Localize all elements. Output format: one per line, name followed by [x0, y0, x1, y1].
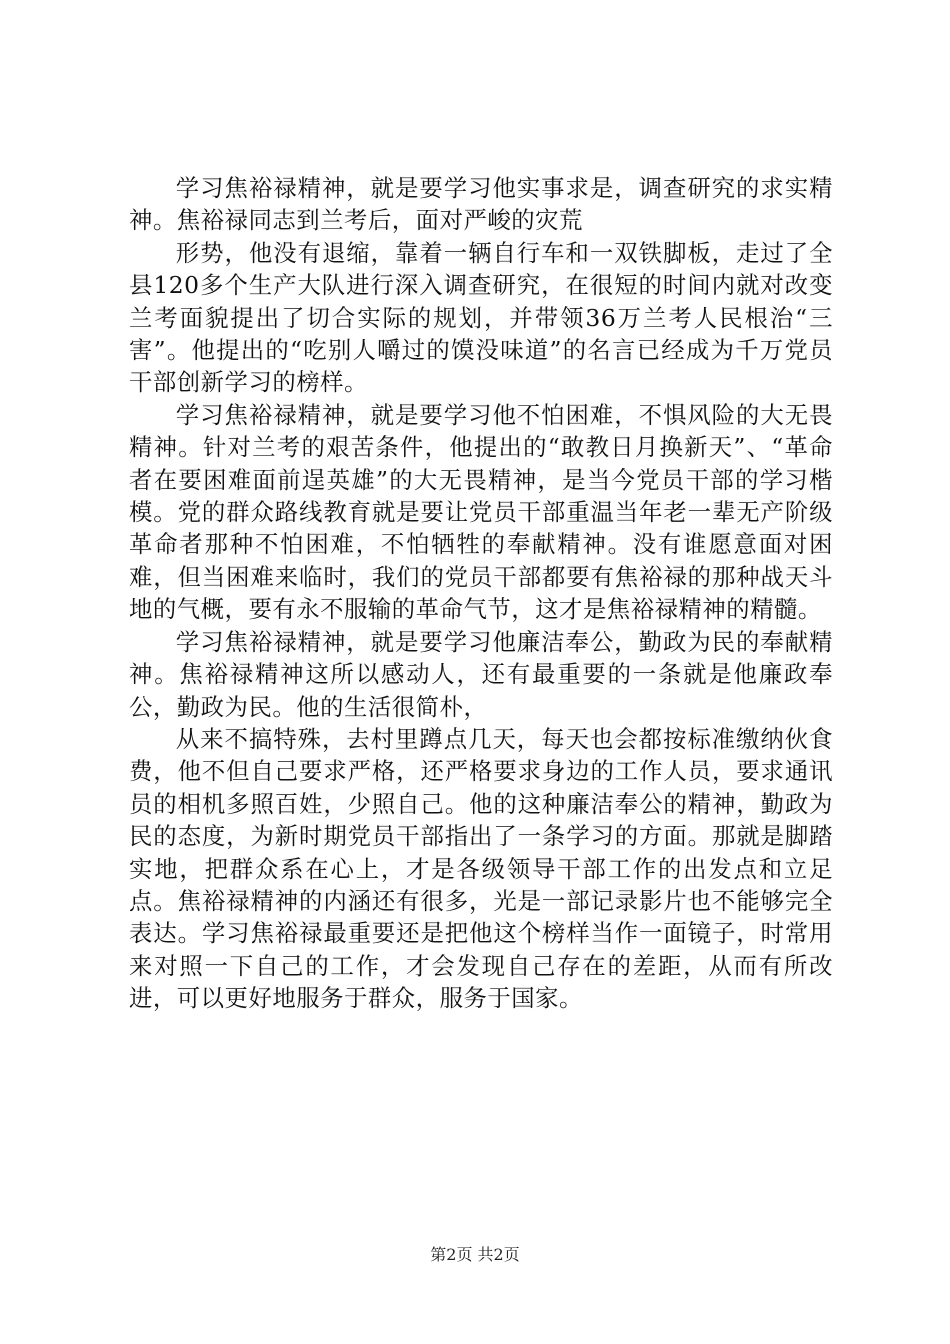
paragraph-4: 学习焦裕禄精神，就是要学习他廉洁奉公，勤政为民的奉献精神。焦裕禄精神这所以感动人，还有最重要的一条就是他廉政奉公，勤政为民。他的生活很简朴，: [129, 627, 833, 721]
page-footer: [0, 1244, 950, 1266]
paragraph-5: 从来不搞特殊，去村里蹲点几天，每天也会都按标准缴纳伙食费，他不但自己要求严格，还严格要求身边的工作人员，要求通讯员的相机多照百姓，少照自己。他的这种廉洁奉公的精神，勤政为民的态度，为新时期党员干部指出了一条学习的方面。那就是脚踏实地，把群众系在心上，才是各级领导干部工作的出发点和立足点。焦裕禄精神的内涵还有很多，光是一部记录影片也不能够完全表达。学习焦裕禄最重要还是把他这个榜样当作一面镜子，时常用来对照一下自己的工作，才会发现自己存在的差距，从而有所改进，可以更好地服务于群众，服务于国家。: [129, 724, 833, 1013]
paragraph-1: 学习焦裕禄精神，就是要学习他实事求是，调查研究的求实精神。焦裕禄同志到兰考后，面对严峻的灾荒: [129, 174, 833, 235]
paragraph-3: 学习焦裕禄精神，就是要学习他不怕困难，不惧风险的大无畏精神。针对兰考的艰苦条件，他提出的“敢教日月换新天”、“革命者在要困难面前逞英雄”的大无畏精神，是当今党员干部的学习楷模。党的群众路线教育就是要让党员干部重温当年老一辈无产阶级革命者那种不怕困难，不怕牺牲的奉献精神。没有谁愿意面对困难，但当困难来临时，我们的党员干部都要有焦裕禄的那种战天斗地的气概，要有永不服输的革命气节，这才是焦裕禄精神的精髓。: [129, 400, 833, 624]
paragraph-2: 形势，他没有退缩，靠着一辆自行车和一双铁脚板，走过了全县120多个生产大队进行深入调查研究，在很短的时间内就对改变兰考面貌提出了切合实际的规划，并带领36万兰考人民根治“三害”。他提出的“吃别人嚼过的馍没味道”的名言已经成为千万党员干部创新学习的榜样。: [129, 238, 833, 397]
document-body: [129, 172, 833, 1015]
page-number-label: 第2页 共2页: [430, 1245, 520, 1264]
